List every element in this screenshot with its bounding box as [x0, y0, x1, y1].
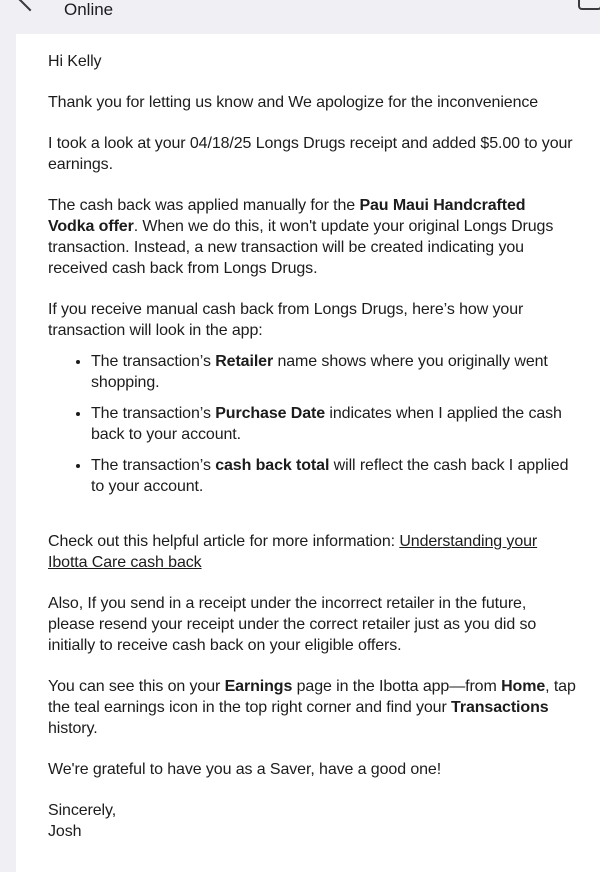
receipt-paragraph: I took a look at your 04/18/25 Longs Drugs receipt and added $5.00 to your earnings.	[48, 135, 573, 173]
greeting: Hi Kelly	[48, 53, 102, 70]
closing-paragraph: We're grateful to have you as a Saver, have a good one!	[48, 761, 442, 778]
header-status-title: Online	[64, 0, 114, 19]
text-segment: indicates when I applied the cash back to your account.	[91, 405, 562, 443]
resend-paragraph: Also, If you send in a receipt under the incorrect retailer in the future, please resend your receipt under the correct retailer just as you did so initially to receive cash back on your eligible offers.	[48, 595, 537, 654]
signature-name: Josh	[48, 823, 82, 840]
text-segment: name shows where you originally went shopping.	[91, 353, 548, 391]
spacer	[48, 507, 576, 531]
earnings-paragraph	[48, 676, 576, 739]
transaction-intro-paragraph: If you receive manual cash back from Longs Drugs, here’s how your transaction will look in the app:	[48, 301, 524, 339]
list-item	[91, 351, 576, 393]
text-segment: The cash back was applied manually for the	[48, 197, 360, 214]
manual-cashback-paragraph	[48, 195, 576, 279]
signature-block	[48, 800, 576, 842]
text-segment: The transaction’s	[91, 405, 216, 422]
text-segment: The transaction’s	[91, 353, 216, 370]
bold-term: Home	[501, 678, 546, 695]
list-item	[91, 455, 576, 497]
article-link[interactable]: Understanding your Ibotta Care cash back	[48, 533, 538, 571]
text-segment: The transaction’s	[91, 457, 216, 474]
text-segment: . When we do this, it won't update your original Longs Drugs transaction. Instead, a new transaction will be created indicating you received cash back from Longs Drugs.	[48, 218, 554, 277]
email-body	[48, 51, 576, 842]
offer-name: Pau Maui Handcrafted Vodka offer	[48, 197, 526, 235]
text-segment: , tap the teal earnings icon in the top right corner and find your	[48, 678, 576, 716]
bold-term: Purchase Date	[215, 405, 326, 422]
chevron-left-icon[interactable]	[19, 0, 42, 11]
text-segment: history.	[48, 720, 98, 737]
transaction-bullet-list	[48, 351, 576, 497]
text-segment: will reflect the cash back I applied to your account.	[91, 457, 569, 495]
article-paragraph	[48, 531, 576, 573]
list-item	[91, 403, 576, 445]
bold-term: Transactions	[451, 699, 549, 716]
bold-term: Retailer	[215, 353, 274, 370]
text-segment: Check out this helpful article for more information:	[48, 533, 400, 550]
apology-paragraph: Thank you for letting us know and We apologize for the inconvenience	[48, 94, 539, 111]
email-card	[16, 34, 600, 872]
bold-term: cash back total	[215, 457, 330, 474]
signoff: Sincerely,	[48, 802, 117, 819]
text-segment: You can see this on your	[48, 678, 225, 695]
bold-term: Earnings	[224, 678, 293, 695]
top-bar	[0, 0, 600, 34]
share-icon[interactable]	[578, 0, 600, 10]
text-segment: page in the Ibotta app—from	[292, 678, 502, 695]
